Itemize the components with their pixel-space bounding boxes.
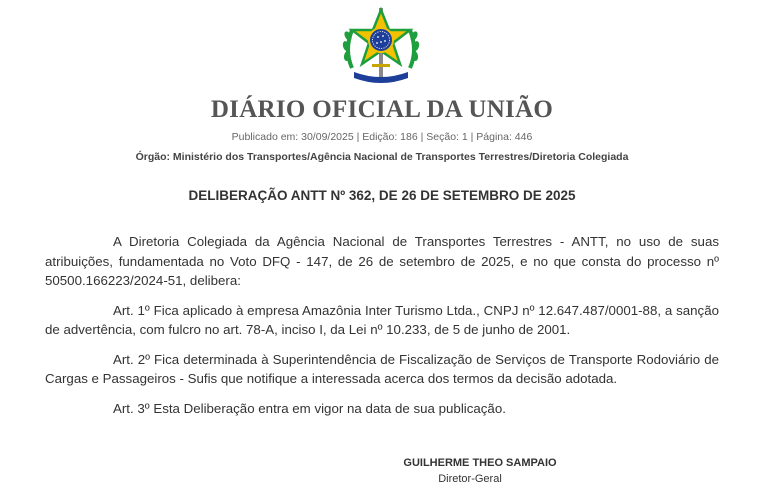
orgao-line (0, 151, 764, 163)
signatory-name: GUILHERME THEO SAMPAIO (403, 457, 557, 469)
act-identifier: DELIBERAÇÃO ANTT Nº 362, DE 26 DE SETEMBRO DE 2025 (188, 188, 576, 203)
article-1-paragraph: Art. 1º Fica aplicado à empresa Amazônia Inter Turismo Ltda., CNPJ nº 12.647.487/0001-88, a sanção de advertência, com fulcro no art. 78-A, inciso I, da Lei nº 10.233, de 5 de junho de 2001. (45, 302, 719, 337)
preamble-paragraph: A Diretoria Colegiada da Agência Nacional de Transportes Terrestres - ANTT, no uso de suas atribuições, fundamentada no Voto DFQ - 147, de 26 de setembro de 2025, e no que consta do processo nº 50500.166223/2024-51, delibera: (45, 234, 719, 288)
publication-info: Publicado em: 30/09/2025 | Edição: 186 | Seção: 1 | Página: 446 (231, 131, 533, 143)
act-body (45, 232, 719, 428)
article-2-paragraph: Art. 2º Fica determinada à Superintendência de Fiscalização de Serviços de Transporte Rodoviário de Cargas e Passageiros - Sufis que notifique a interessada acerca dos termos da decisão adotada. (45, 351, 719, 386)
brazil-coat-of-arms-icon (338, 6, 424, 88)
orgao-label: Órgão: (135, 151, 170, 163)
orgao-value: Ministério dos Transportes/Agência Nacional de Transportes Terrestres/Diretoria Colegiada (172, 151, 629, 163)
signatory-role: Diretor-Geral (438, 473, 502, 485)
newspaper-title: DIÁRIO OFICIAL DA UNIÃO (210, 96, 554, 123)
article-3-paragraph: Art. 3º Esta Deliberação entra em vigor na data de sua publicação. (113, 400, 506, 416)
